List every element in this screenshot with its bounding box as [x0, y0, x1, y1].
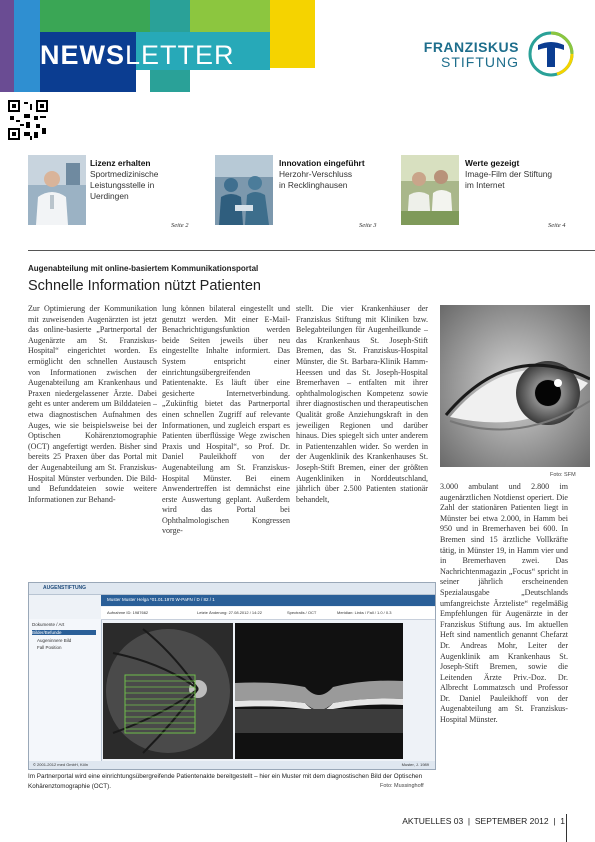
portal-footer-left: © 2001-2012 med GmbH, Köln [33, 762, 88, 767]
franziskus-logo-icon [527, 30, 575, 78]
footer-date: SEPTEMBER 2012 [474, 816, 549, 826]
teaser-3-heading: Werte gezeigt [465, 158, 520, 168]
eye-photo-credit: Foto: SFM [550, 472, 576, 478]
teaser-1[interactable] [90, 158, 200, 202]
eye-photo [440, 305, 590, 467]
portal-patient-bar [101, 595, 435, 606]
portal-info-bar [101, 607, 435, 620]
header-bar-yellow [270, 0, 315, 68]
qr-code-icon [8, 100, 48, 140]
article-column-1 [28, 304, 157, 576]
portal-screenshot [28, 582, 436, 770]
portal-info-field: Spectralis / OCT [287, 610, 317, 615]
article-column-1-text: Zur Optimierung der Kommunikation mit zuweisenden Augenärzten ist jetzt das online-basierte „Partnerportal der Augenärzte am St. Franziskus-Hospital“ eingerichtet worden. Es ermöglicht den schnellen Austausch von Informationen zwischen der Augenabteilung am Krankenhaus und Praxen niedergelassener Ärzte. Dabei geht es unter anderem um Bilddateien – etwa diagnostischen Aufnahmen des Auges, wie sie beispielsweise bei der Optischen Kohärenztomographie (OCT) angefertigt werden. Bisher sind bereits 25 Praxen über das Portal mit der Augenabteilung am St. Franziskus-Hospital Münster verbunden. Die Bild- und Befunddateien sowie weitere Informationen zur Behand- [28, 304, 157, 504]
teaser-photo-doctor [28, 155, 86, 225]
teaser-1-line: Leistungsstelle in [90, 180, 155, 190]
footer-separator: | [550, 816, 558, 826]
teaser-2[interactable] [279, 158, 389, 191]
teaser-2-line: Herzohr-Verschluss [279, 169, 353, 179]
portal-fundus-image [103, 623, 233, 759]
article-column-3-text: stellt. Die vier Krankenhäuser der Franziskus Stiftung mit Kliniken bzw. Belegabteilungen für Augenheilkunde – das Krankenhaus St. Joseph-Stift Bremen, das St. Franziskus-Hospital Münster, die St. Barbara-Klinik Hamm-Heessen und das St. Joseph-Hospital Bremerhaven – entfalten mit ihrer ophthalmologischen Kompetenz sowie ihrer diagnostischen und therapeutischen Qualität große Anziehungskraft in den jeweiligen Regionen und darüber hinaus. Dies spiegelt sich unter anderem in Patientenzahlen wider. So werden in der Augenklinik des Krankenhauses St. Joseph-Stift Bremen, einer der größten Augenkliniken in Norddeutschland, jährlich über 2.500 Patienten stationär behandelt, [296, 304, 428, 504]
brand-line1: FRANZISKUS [423, 39, 519, 55]
brand-line2: STIFTUNG [441, 54, 519, 70]
portal-sidebar [29, 619, 102, 769]
teaser-divider [28, 250, 595, 251]
teaser-photo-surgery [215, 155, 273, 225]
portal-patient-line: Muster Muster Helga *01.01.1970 W-PaFN / D / 82 / 1 [107, 597, 215, 602]
portal-info-field: Meridian: Links / Fall / 1.0 / 0.3 [337, 610, 392, 615]
screenshot-caption: Im Partnerportal wird eine einrichtungsübergreifende Patientenakte bereitgestellt – hier ein Muster mit dem diagnostischen Bild der Optischen Kohärenztomographie (OCT). [28, 773, 423, 790]
portal-topbar [29, 583, 435, 595]
teaser-2-heading: Innovation eingeführt [279, 158, 365, 168]
teaser-1-line: Sportmedizinische [90, 169, 159, 179]
teaser-2-page[interactable]: Seite 3 [359, 222, 377, 229]
footer-issue: AKTUELLES 03 [402, 816, 464, 826]
brand-wordmark [424, 40, 519, 70]
portal-footer [29, 761, 435, 769]
portal-info-field: Letzte Änderung: 27.08.2012 / 14:22 [197, 610, 262, 615]
article-headline: Schnelle Information nützt Patienten [28, 278, 261, 294]
newsletter-title-light: LETTER [125, 40, 235, 70]
portal-info-field: Aufnahme ID: 1987662 [107, 610, 149, 615]
portal-footer-right: Muster, J. 1989 [401, 762, 429, 767]
newsletter-title-bold: NEWS [40, 40, 125, 70]
footer-page-number: 1 [560, 816, 565, 826]
article-column-2 [162, 304, 290, 576]
newsletter-title [40, 40, 235, 71]
teaser-3-line: im Internet [465, 180, 505, 190]
footer-separator: | [465, 816, 473, 826]
teaser-3[interactable] [465, 158, 585, 191]
screenshot-credit: Foto: Mussinghoff [380, 783, 424, 789]
article-column-4 [440, 482, 568, 785]
article-column-4-text: 3.000 ambulant und 2.800 im augenärztlichen Notdienst operiert. Die Zahl der stationären Patienten liegt in Münster bei etwa 2.000, in Hamm bei 950 und in Bremerhaven bei 600. In Bremen sind 15 ärztliche Vollkräfte tätig, in Münster 19, in Hamm vier und in Bremerhaven zwei. Das Nachrichtenmagazin „Focus“ spricht in seiner jährlich erscheinenden Spezialausgabe „Deutschlands umfangreichste Ärzteliste“ regelmäßig Empfehlungen für Augenärzte in der Franziskus Stiftung aus. Im aktuellen Heft sind namentlich genannt Chefarzt Dr. Andreas Mohr, Leiter der Augenklinik am Krankenhaus St. Joseph-Stift Bremen, sowie die Leitenden Ärzte Priv.-Doz. Dr. Albrecht Lommatzsch und Professor Dr. Daniel Pauleikhoff von der Augenabteilung am St. Franziskus-Hospital Münster. [440, 482, 568, 725]
portal-app-label: AUGENSTIFTUNG [43, 585, 87, 591]
teaser-2-line: in Recklinghausen [279, 180, 348, 190]
footer-rule [566, 814, 567, 842]
article-column-3 [296, 304, 428, 576]
portal-sidebar-item[interactable]: Fall Position [37, 645, 62, 650]
teaser-1-page[interactable]: Seite 2 [171, 222, 189, 229]
page-footer [380, 816, 565, 826]
portal-sidebar-item[interactable]: Augeninnere Bild [37, 638, 72, 643]
teaser-3-line: Image-Film der Stiftung [465, 169, 553, 179]
header-bar-lightblue [14, 0, 40, 92]
teaser-1-line: Uerdingen [90, 191, 129, 201]
teaser-3-page[interactable]: Seite 4 [548, 222, 566, 229]
portal-sidebar-title: Dokumente / Art [32, 622, 65, 627]
portal-oct-image [235, 623, 403, 759]
article-column-2-text: lung können bilateral eingestellt und genutzt werden. Mit einer E-Mail-Benachrichtigungsfunktion werden beide Seiten jeweils über neu eingestellte Inhalte informiert. Das System entspricht einer einrichtungsübergreifenden Patientenakte. Es läuft über eine gesicherte Internetverbindung. „Zukünftig bietet das Partnerportal einen schnellen Zugriff auf relevante Informationen, und zugleich erspart es Patienten überflüssige Wege zwischen Praxis und Hospital“, so Prof. Dr. Daniel Pauleikhoff von der Augenabteilung am St. Franziskus-Hospital Münster. Bei einem Anwendertreffen ist demnächst eine erste Auswertung geplant. Außerdem wird das Portal bei Ophthalmologischen Kongressen vorge- [162, 304, 290, 536]
article-kicker: Augenabteilung mit online-basiertem Kommunikationsportal [28, 264, 259, 273]
header-bar-purple [0, 0, 14, 92]
teaser-photo-film [401, 155, 459, 225]
teaser-1-heading: Lizenz erhalten [90, 158, 151, 168]
portal-sidebar-item[interactable]: Bilder/Befunde [32, 630, 96, 635]
